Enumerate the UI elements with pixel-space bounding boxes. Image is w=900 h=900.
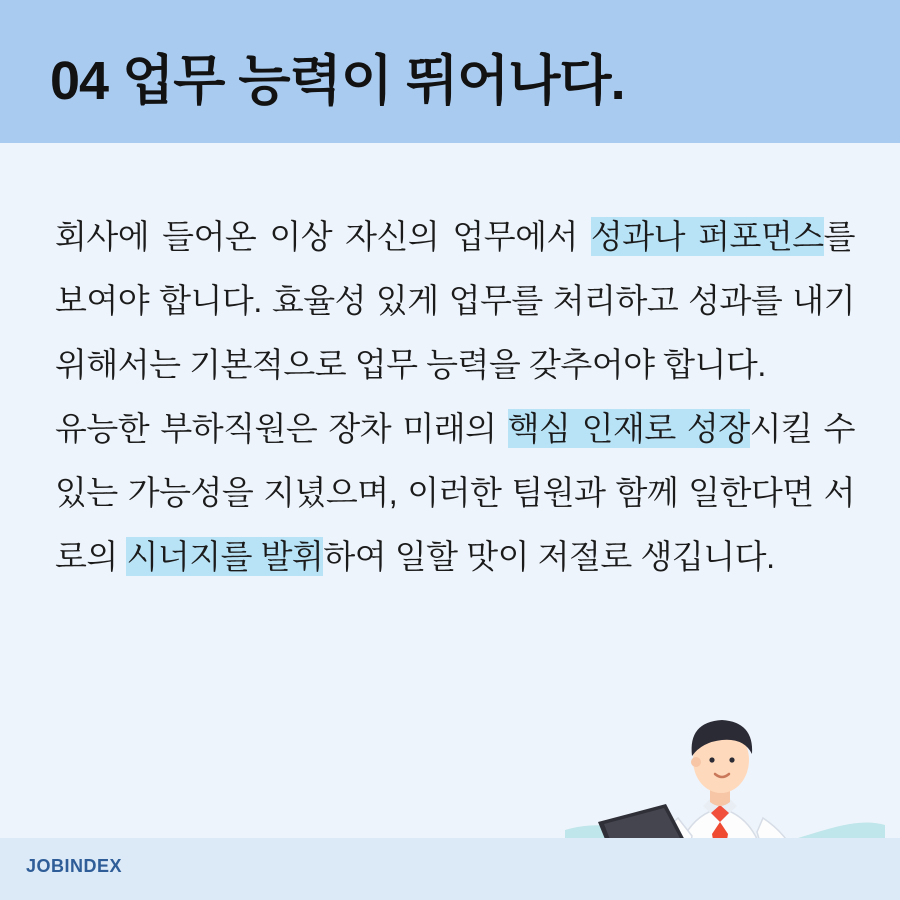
paragraph-2 [55,397,855,589]
highlighted-text: 핵심 인재로 성장 [507,410,750,447]
body-content [55,205,855,589]
highlighted-text: 성과나 퍼포먼스 [590,218,824,255]
page-title [50,38,625,115]
page-number: 04 [50,51,109,111]
paragraph-1 [55,205,855,397]
page-title-text: 업무 능력이 뛰어나다. [122,51,625,111]
highlighted-text: 시너지를 발휘 [126,538,324,575]
text-segment: 하여 일할 맛이 저절로 생깁니다. [323,538,775,575]
text-segment: 를 보여야 합니다. 효율성 있게 업무를 처리하고 성과를 내기 위해서는 기본적으로 업무 능력을 갖추어야 합니다. [55,218,855,383]
brand-logo: JOBINDEX [26,856,123,876]
text-segment: 시킬 수 있는 가능성을 지녔으며, 이러한 팀원과 함께 일한다면 서로의 [55,410,855,575]
footer-band [0,838,900,900]
text-segment: 유능한 부하직원은 장차 미래의 [55,410,508,447]
text-segment: 회사에 들어온 이상 자신의 업무에서 [55,218,591,255]
header-band [0,0,900,143]
